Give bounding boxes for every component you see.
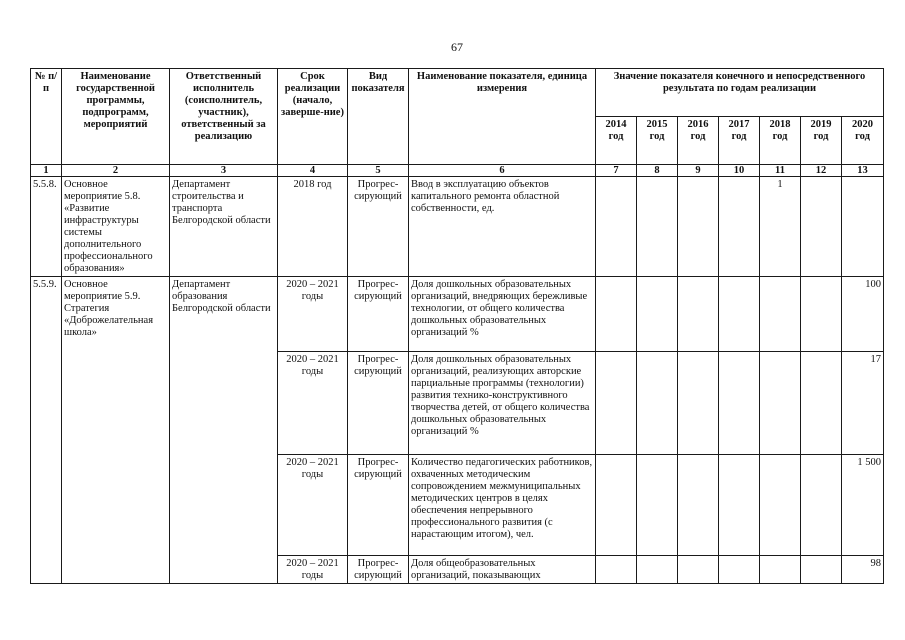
column-number: 4 [278, 165, 348, 177]
table-row [31, 177, 884, 277]
implementation-term: 2020 – 2021 годы [278, 556, 348, 584]
header-year: 2016 год [678, 117, 719, 165]
column-number: 13 [842, 165, 884, 177]
value-cell [596, 177, 637, 277]
value-cell [596, 556, 637, 584]
value-cell [719, 556, 760, 584]
indicator-name: Доля дошкольных образовательных организаций, реализующих авторские парциальные программы (технологии) развития технико-конструктивного творчества детей, от общего количества дошкольных образовательных организаций % [409, 352, 596, 455]
column-number: 12 [801, 165, 842, 177]
value-cell [596, 277, 637, 352]
value-cell [719, 455, 760, 556]
table-row [31, 277, 884, 352]
indicator-kind: Прогрес-сирующий [348, 352, 409, 455]
value-cell [637, 177, 678, 277]
value-cell [801, 177, 842, 277]
value-cell [801, 455, 842, 556]
column-number: 8 [637, 165, 678, 177]
responsible-executor: Департамент строительства и транспорта Белгородской области [170, 177, 278, 277]
implementation-term: 2018 год [278, 177, 348, 277]
value-cell [637, 556, 678, 584]
value-cell [596, 455, 637, 556]
indicator-kind: Прогрес-сирующий [348, 455, 409, 556]
implementation-term: 2020 – 2021 годы [278, 277, 348, 352]
column-number: 6 [409, 165, 596, 177]
header-program-name: Наименование государственной программы, подпрограмм, мероприятий [62, 69, 170, 165]
header-year: 2020 год [842, 117, 884, 165]
value-cell [678, 177, 719, 277]
header-year: 2018 год [760, 117, 801, 165]
value-cell-2020: 17 [842, 352, 884, 455]
value-cell [678, 556, 719, 584]
indicator-kind: Прогрес-сирующий [348, 177, 409, 277]
implementation-term: 2020 – 2021 годы [278, 352, 348, 455]
value-cell-2018: 1 [760, 177, 801, 277]
header-year: 2014 год [596, 117, 637, 165]
responsible-executor: Департамент образования Белгородской области [170, 277, 278, 584]
header-year: 2017 год [719, 117, 760, 165]
value-cell [719, 277, 760, 352]
value-cell [596, 352, 637, 455]
column-number: 9 [678, 165, 719, 177]
value-cell [842, 177, 884, 277]
value-cell [637, 352, 678, 455]
value-cell [801, 352, 842, 455]
column-number: 3 [170, 165, 278, 177]
value-cell [678, 277, 719, 352]
header-indicator-name: Наименование показателя, единица измерения [409, 69, 596, 165]
indicator-name: Ввод в эксплуатацию объектов капитального ремонта областной собственности, ед. [409, 177, 596, 277]
value-cell [760, 455, 801, 556]
value-cell [801, 556, 842, 584]
indicator-kind: Прогрес-сирующий [348, 277, 409, 352]
value-cell [760, 352, 801, 455]
page-number: 67 [451, 40, 463, 54]
measure-name: Основное мероприятие 5.9. Стратегия «Доброжелательная школа» [62, 277, 170, 584]
value-cell-2020: 100 [842, 277, 884, 352]
header-row [31, 69, 884, 117]
value-cell [760, 277, 801, 352]
value-cell [637, 277, 678, 352]
program-indicators-table [30, 68, 884, 584]
header-num: № п/п [31, 69, 62, 165]
column-number: 2 [62, 165, 170, 177]
value-cell-2020: 98 [842, 556, 884, 584]
value-cell [637, 455, 678, 556]
value-cell [719, 352, 760, 455]
indicator-name: Доля общеобразовательных организаций, показывающих [409, 556, 596, 584]
column-number: 11 [760, 165, 801, 177]
column-number: 5 [348, 165, 409, 177]
column-numbers-row [31, 165, 884, 177]
header-values: Значение показателя конечного и непосредственного результата по годам реализации [596, 69, 884, 117]
header-responsible: Ответственный исполнитель (соисполнитель, участник), ответственный за реализацию [170, 69, 278, 165]
indicator-kind: Прогрес-сирующий [348, 556, 409, 584]
value-cell [760, 556, 801, 584]
header-year: 2015 год [637, 117, 678, 165]
value-cell [678, 352, 719, 455]
indicator-name: Количество педагогических работников, охваченных методическим сопровождением межмуниципальных методических центров в целях обеспечения непрерывного профессионального развития (с нарастающим итогом), чел. [409, 455, 596, 556]
value-cell-2020: 1 500 [842, 455, 884, 556]
value-cell [678, 455, 719, 556]
indicator-name: Доля дошкольных образовательных организаций, внедряющих бережливые технологии, от общего количества дошкольных образовательных организаций % [409, 277, 596, 352]
header-term: Срок реализации (начало, заверше-ние) [278, 69, 348, 165]
value-cell [801, 277, 842, 352]
row-number: 5.5.8. [31, 177, 62, 277]
column-number: 7 [596, 165, 637, 177]
value-cell [719, 177, 760, 277]
column-number: 1 [31, 165, 62, 177]
implementation-term: 2020 – 2021 годы [278, 455, 348, 556]
header-year: 2019 год [801, 117, 842, 165]
column-number: 10 [719, 165, 760, 177]
measure-name: Основное мероприятие 5.8. «Развитие инфраструктуры системы дополнительного профессионального образования» [62, 177, 170, 277]
header-indicator-kind: Вид показателя [348, 69, 409, 165]
row-number: 5.5.9. [31, 277, 62, 584]
